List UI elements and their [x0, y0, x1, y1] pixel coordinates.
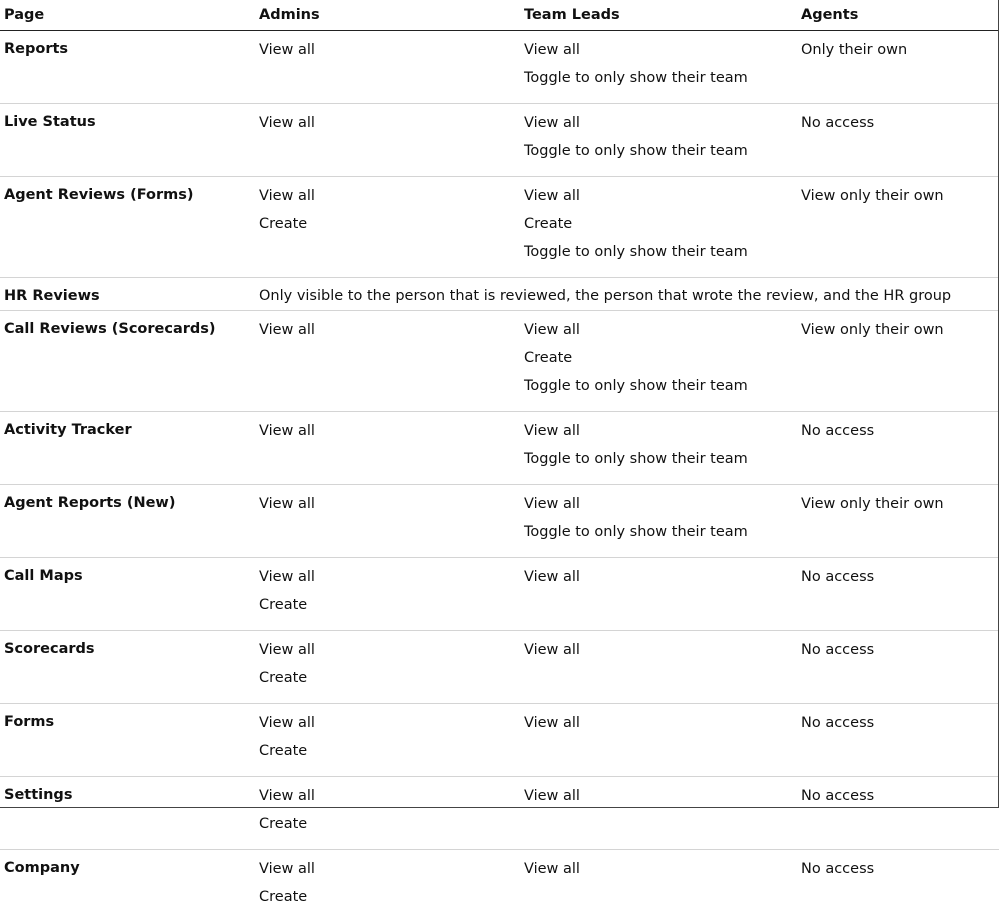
page-name-cell: Live Status — [0, 104, 255, 177]
permission-line: Toggle to only show their team — [524, 450, 797, 478]
permission-line: View all — [524, 41, 797, 69]
permission-line: View all — [524, 568, 797, 596]
permission-line: Create — [259, 742, 520, 770]
permission-line: View all — [259, 787, 520, 815]
admins-cell — [255, 850, 520, 922]
permission-line: Toggle to only show their team — [524, 69, 797, 97]
span-note-cell: Only visible to the person that is reviewed, the person that wrote the review, and the HR group — [255, 278, 999, 311]
permission-line: Create — [524, 215, 797, 243]
permission-line: View only their own — [801, 495, 999, 523]
permission-line: View only their own — [801, 321, 999, 349]
permission-line: View all — [259, 187, 520, 215]
page-name-cell: Settings — [0, 777, 255, 850]
page-name-cell: Call Reviews (Scorecards) — [0, 311, 255, 412]
header-agents: Agents — [797, 0, 999, 31]
header-admins: Admins — [255, 0, 520, 31]
permission-line: View all — [259, 641, 520, 669]
permission-line: Toggle to only show their team — [524, 142, 797, 170]
permission-line: No access — [801, 787, 999, 815]
permission-line: No access — [801, 860, 999, 888]
agents-cell — [797, 850, 999, 922]
permission-line: Create — [259, 815, 520, 843]
permission-line: View all — [524, 495, 797, 523]
page-name-cell: Company — [0, 850, 255, 922]
permission-line: View all — [524, 860, 797, 888]
permission-line: View all — [259, 568, 520, 596]
page-name-cell: Reports — [0, 31, 255, 104]
permission-line: View all — [524, 714, 797, 742]
header-team-leads: Team Leads — [520, 0, 797, 31]
permission-line: No access — [801, 641, 999, 669]
page-name-cell: HR Reviews — [0, 278, 255, 311]
permission-line: View all — [524, 422, 797, 450]
header-page: Page — [0, 0, 255, 31]
permission-line: View all — [259, 714, 520, 742]
permission-line: View all — [259, 860, 520, 888]
permission-line: Create — [259, 888, 520, 916]
permission-line: Create — [259, 215, 520, 243]
page-name-cell: Activity Tracker — [0, 412, 255, 485]
page-name-cell: Forms — [0, 704, 255, 777]
permission-line: No access — [801, 714, 999, 742]
page-name-cell: Call Maps — [0, 558, 255, 631]
permission-line: View all — [524, 187, 797, 215]
page-name-cell: Agent Reports (New) — [0, 485, 255, 558]
permission-line: View all — [259, 114, 520, 142]
permission-line: View only their own — [801, 187, 999, 215]
permission-line: View all — [259, 495, 520, 523]
permission-line: Create — [259, 669, 520, 697]
permission-line: Only their own — [801, 41, 999, 69]
permission-line: View all — [259, 321, 520, 349]
page-name-cell: Agent Reviews (Forms) — [0, 177, 255, 278]
permission-line: View all — [259, 41, 520, 69]
permission-line: No access — [801, 114, 999, 142]
permission-line: View all — [524, 787, 797, 815]
team-leads-cell — [520, 850, 797, 922]
page-name-cell: Scorecards — [0, 631, 255, 704]
permission-line: Toggle to only show their team — [524, 243, 797, 271]
permission-line: Create — [259, 596, 520, 624]
permission-line: View all — [524, 641, 797, 669]
table-row — [0, 850, 999, 922]
permission-line: Toggle to only show their team — [524, 377, 797, 405]
permission-line: No access — [801, 568, 999, 596]
permission-line: Create — [524, 349, 797, 377]
permission-line: View all — [524, 114, 797, 142]
permission-line: Toggle to only show their team — [524, 523, 797, 551]
permission-line: View all — [524, 321, 797, 349]
permission-line: View all — [259, 422, 520, 450]
permission-line: No access — [801, 422, 999, 450]
